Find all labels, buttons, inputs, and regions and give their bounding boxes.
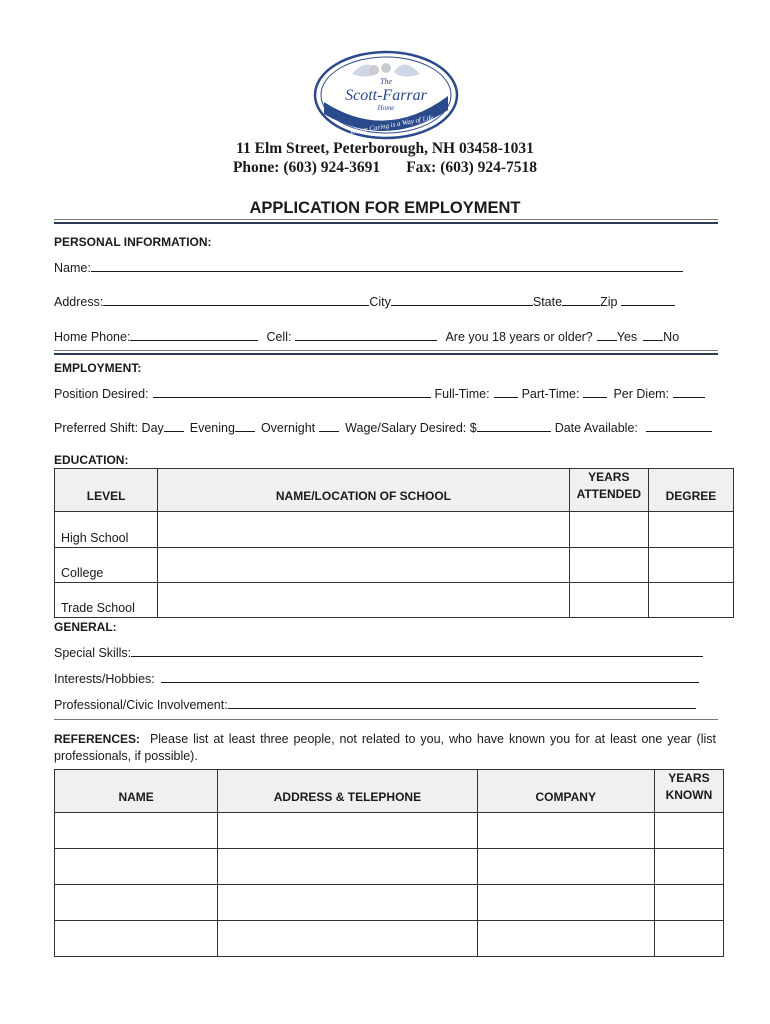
shift-day-field[interactable]: [164, 419, 184, 432]
ref-cell[interactable]: [477, 813, 654, 849]
zip-label: Zip: [600, 295, 618, 309]
references-heading: REFERENCES:: [54, 732, 141, 746]
level-trade-school: Trade School: [55, 583, 158, 618]
skills-label: Special Skills:: [54, 646, 132, 660]
table-row: [55, 921, 724, 957]
references-table: [54, 769, 724, 957]
address-row: [54, 293, 675, 309]
education-table: [54, 468, 734, 618]
table-row: [55, 813, 724, 849]
position-row: [54, 385, 705, 401]
education-header-row: [55, 469, 734, 512]
shift-row: [54, 419, 712, 435]
age-no-field[interactable]: [643, 328, 663, 341]
address-label: Address:: [54, 295, 104, 309]
per-diem-label: Per Diem:: [613, 387, 670, 401]
general-divider: [54, 719, 718, 720]
age-yes-field[interactable]: [597, 328, 617, 341]
degree-cell[interactable]: [648, 548, 733, 583]
title-divider: [54, 219, 718, 224]
education-heading: EDUCATION:: [54, 453, 129, 467]
ref-cell[interactable]: [218, 849, 477, 885]
state-field[interactable]: [562, 293, 600, 306]
col-degree: DEGREE: [648, 469, 733, 512]
interests-label: Interests/Hobbies:: [54, 672, 155, 686]
ref-cell[interactable]: [55, 813, 218, 849]
involvement-field[interactable]: [228, 696, 696, 709]
home-phone-field[interactable]: [130, 328, 258, 341]
ref-cell[interactable]: [654, 813, 723, 849]
table-row: [55, 583, 734, 618]
ref-cell[interactable]: [218, 885, 477, 921]
shift-overnight-label: Overnight: [260, 421, 316, 435]
ref-cell[interactable]: [654, 885, 723, 921]
company-contact: [0, 159, 770, 177]
school-cell[interactable]: [158, 512, 570, 548]
employment-heading: EMPLOYMENT:: [54, 361, 142, 375]
svg-text:Scott-Farrar: Scott-Farrar: [345, 87, 427, 104]
ref-cell[interactable]: [55, 885, 218, 921]
age-question: Are you 18 years or older?: [445, 330, 593, 344]
school-cell[interactable]: [158, 548, 570, 583]
involvement-row: [54, 696, 696, 712]
table-row: [55, 512, 734, 548]
level-high-school: High School: [55, 512, 158, 548]
degree-cell[interactable]: [648, 583, 733, 618]
date-available-field[interactable]: [646, 419, 712, 432]
involvement-label: Professional/Civic Involvement:: [54, 698, 228, 712]
skills-field[interactable]: [131, 644, 703, 657]
city-field[interactable]: [391, 293, 533, 306]
degree-cell[interactable]: [648, 512, 733, 548]
city-label: City: [369, 295, 391, 309]
ref-cell[interactable]: [654, 921, 723, 957]
table-row: [55, 885, 724, 921]
ref-cell[interactable]: [477, 885, 654, 921]
ref-cell[interactable]: [218, 921, 477, 957]
interests-field[interactable]: [161, 670, 699, 683]
col-school: NAME/LOCATION OF SCHOOL: [158, 469, 570, 512]
wage-label: Wage/Salary Desired: $: [345, 421, 477, 435]
ref-cell[interactable]: [55, 921, 218, 957]
company-fax: Fax: (603) 924-7518: [406, 159, 538, 176]
ref-cell[interactable]: [477, 921, 654, 957]
svg-text:Where Caring is a Way of Life: Where Caring is a Way of Life: [349, 113, 435, 137]
form-title: APPLICATION FOR EMPLOYMENT: [249, 199, 521, 217]
name-label: Name:: [54, 261, 91, 275]
cell-label: Cell:: [266, 330, 292, 344]
skills-row: [54, 644, 703, 660]
col-ref-years-known: YEARS KNOWN: [654, 770, 723, 813]
full-time-label: Full-Time:: [434, 387, 490, 401]
date-available-label: Date Available:: [554, 421, 638, 435]
years-cell[interactable]: [569, 548, 648, 583]
name-field[interactable]: [91, 259, 683, 272]
col-years-attended: YEARS ATTENDED: [569, 469, 648, 512]
svg-text:The: The: [380, 77, 392, 86]
col-ref-name: NAME: [55, 770, 218, 813]
per-diem-field[interactable]: [673, 385, 705, 398]
shift-overnight-field[interactable]: [319, 419, 339, 432]
table-row: [55, 849, 724, 885]
part-time-field[interactable]: [583, 385, 607, 398]
phone-row: [54, 328, 679, 344]
company-phone: Phone: (603) 924-3691: [232, 159, 381, 176]
ref-cell[interactable]: [477, 849, 654, 885]
name-row: [54, 259, 683, 275]
home-phone-label: Home Phone:: [54, 330, 131, 344]
address-field[interactable]: [103, 293, 369, 306]
zip-field[interactable]: [621, 293, 675, 306]
personal-divider: [54, 350, 718, 355]
interests-row: [54, 670, 699, 686]
references-instructions: [54, 731, 716, 765]
personal-heading: PERSONAL INFORMATION:: [54, 235, 212, 249]
school-cell[interactable]: [158, 583, 570, 618]
age-no-label: No: [663, 330, 680, 344]
shift-day-label: Preferred Shift: Day: [54, 421, 164, 435]
years-cell[interactable]: [569, 512, 648, 548]
svg-text:Home: Home: [377, 104, 395, 112]
years-cell[interactable]: [569, 583, 648, 618]
wage-field[interactable]: [477, 419, 551, 432]
table-row: [55, 548, 734, 583]
col-ref-company: COMPANY: [477, 770, 654, 813]
references-header-row: [55, 770, 724, 813]
ref-cell[interactable]: [55, 849, 218, 885]
ref-cell[interactable]: [654, 849, 723, 885]
shift-evening-field[interactable]: [235, 419, 255, 432]
position-field[interactable]: [153, 385, 431, 398]
level-college: College: [55, 548, 158, 583]
shift-evening-label: Evening: [189, 421, 235, 435]
cell-field[interactable]: [295, 328, 437, 341]
references-text: Please list at least three people, not related to you, who have known you for at least one year (list professionals, if possible).: [54, 732, 716, 763]
full-time-field[interactable]: [494, 385, 518, 398]
scott-farrar-logo: [312, 50, 460, 140]
age-yes-label: Yes: [616, 330, 638, 344]
general-heading: GENERAL:: [54, 620, 117, 634]
position-label: Position Desired:: [54, 387, 149, 401]
col-level: LEVEL: [55, 469, 158, 512]
part-time-label: Part-Time:: [521, 387, 580, 401]
state-label: State: [532, 295, 563, 309]
ref-cell[interactable]: [218, 813, 477, 849]
col-ref-address: ADDRESS & TELEPHONE: [218, 770, 477, 813]
company-address: 11 Elm Street, Peterborough, NH 03458-1031: [236, 140, 534, 157]
